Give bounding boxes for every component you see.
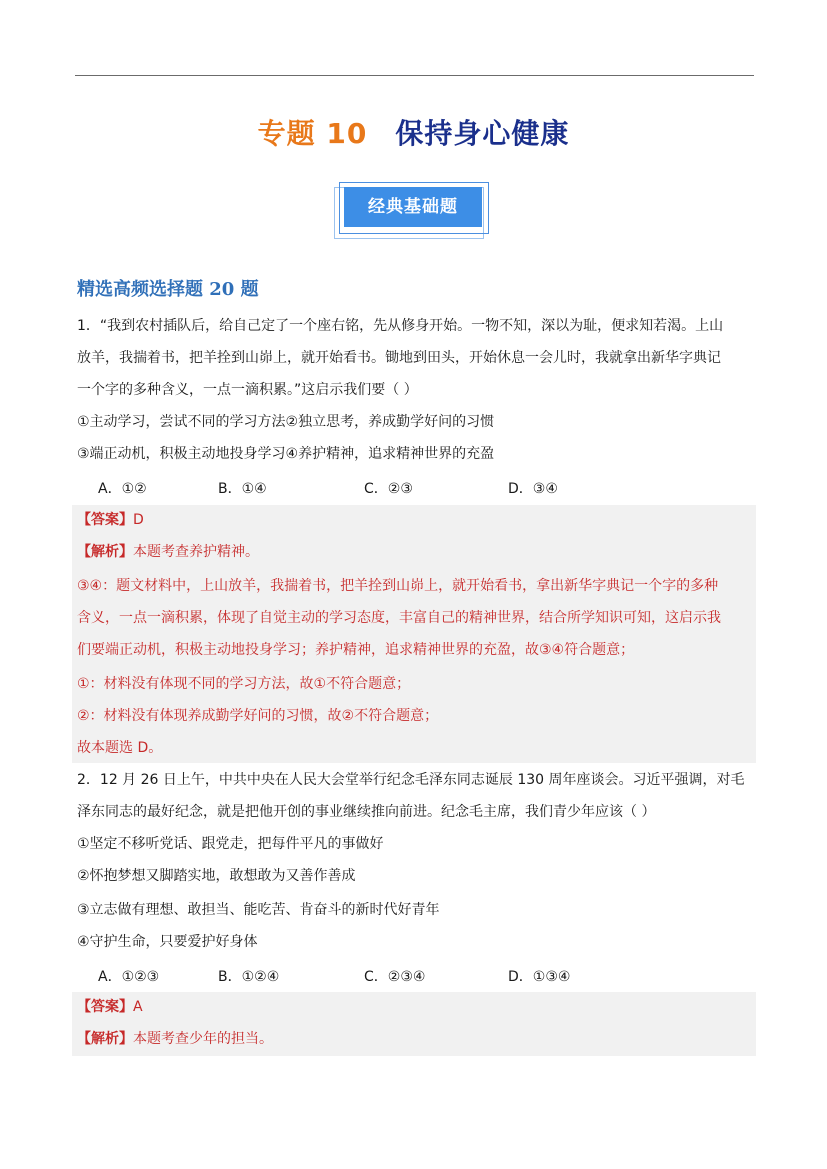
q2-option-c: C．②③④ xyxy=(364,969,426,985)
q1-answer xyxy=(77,510,144,530)
q1-line-2: 放羊，我揣着书，把羊拴到山峁上，就开始看书。锄地到田头，开始休息一会儿时，我就拿出新华字典记 xyxy=(77,350,721,366)
q2-answer-value: A xyxy=(133,999,143,1015)
q2-line-1: 2．12 月 26 日上午，中共中央在人民大会堂举行纪念毛泽东同志诞辰 130 周年座谈会。习近平强调，对毛 xyxy=(77,772,745,788)
q1-analysis-label: 【解析】 xyxy=(77,544,133,560)
q1-analysis-line-2: 含义，一点一滴积累，体现了自觉主动的学习态度，丰富自己的精神世界，结合所学知识可知，这启示我 xyxy=(77,610,721,626)
q2-line-4: ②怀抱梦想又脚踏实地，敢想敢为又善作善成 xyxy=(77,868,356,884)
section-title: 精选高频选择题 20 题 xyxy=(77,279,259,300)
title-main: 保持身心健康 xyxy=(395,117,570,150)
q1-analysis-line-3: 们要端正动机，积极主动地投身学习；养护精神，追求精神世界的充盈，故③④符合题意； xyxy=(77,642,635,658)
q2-option-b: B．①②④ xyxy=(218,969,280,985)
q1-analysis-line-4: ①：材料没有体现不同的学习方法，故①不符合题意； xyxy=(77,676,411,692)
q1-answer-value: D xyxy=(133,512,144,528)
q2-analysis-label: 【解析】 xyxy=(77,1031,133,1047)
q1-option-b: B．①④ xyxy=(218,481,267,497)
q1-line-1: 1．“我到农村插队后，给自己定了一个座右铭，先从修身开始。一物不知，深以为耻，便求知若渴。上山 xyxy=(77,318,724,334)
q2-answer-label: 【答案】 xyxy=(77,999,133,1015)
badge-label: 经典基础题 xyxy=(344,187,482,227)
q1-option-a: A．①② xyxy=(98,481,147,497)
q1-line-4: ①主动学习，尝试不同的学习方法②独立思考，养成勤学好问的习惯 xyxy=(77,414,495,430)
q1-analysis xyxy=(77,542,259,562)
q1-analysis-line-1: ③④：题文材料中，上山放羊，我揣着书，把羊拴到山峁上，就开始看书，拿出新华字典记一个字的多种 xyxy=(77,578,719,594)
q1-analysis-line-5: ②：材料没有体现养成勤学好问的习惯，故②不符合题意； xyxy=(77,708,439,724)
badge xyxy=(339,182,489,234)
q1-option-d: D．③④ xyxy=(508,481,558,497)
q2-analysis xyxy=(77,1029,273,1049)
q2-analysis-intro: 本题考查少年的担当。 xyxy=(133,1031,273,1047)
q1-line-3: 一个字的多种含义，一点一滴积累。”这启示我们要（ ） xyxy=(77,382,418,398)
q2-line-6: ④守护生命，只要爱护好身体 xyxy=(77,934,258,950)
q2-line-3: ①坚定不移听党话、跟党走，把每件平凡的事做好 xyxy=(77,836,384,852)
q1-option-c: C．②③ xyxy=(364,481,413,497)
title-prefix: 专题 10 xyxy=(257,117,368,150)
q2-option-d: D．①③④ xyxy=(508,969,571,985)
q1-line-5: ③端正动机，积极主动地投身学习④养护精神，追求精神世界的充盈 xyxy=(77,446,495,462)
q1-answer-label: 【答案】 xyxy=(77,512,133,528)
page-title xyxy=(0,112,827,152)
header-rule xyxy=(75,75,754,76)
q1-analysis-line-6: 故本题选 D。 xyxy=(77,740,163,756)
q1-analysis-intro: 本题考查养护精神。 xyxy=(133,544,259,560)
q2-line-5: ③立志做有理想、敢担当、能吃苦、肯奋斗的新时代好青年 xyxy=(77,902,440,918)
q2-option-a: A．①②③ xyxy=(98,969,160,985)
q2-line-2: 泽东同志的最好纪念，就是把他开创的事业继续推向前进。纪念毛主席，我们青少年应该（ ） xyxy=(77,804,656,820)
q2-answer xyxy=(77,997,143,1017)
